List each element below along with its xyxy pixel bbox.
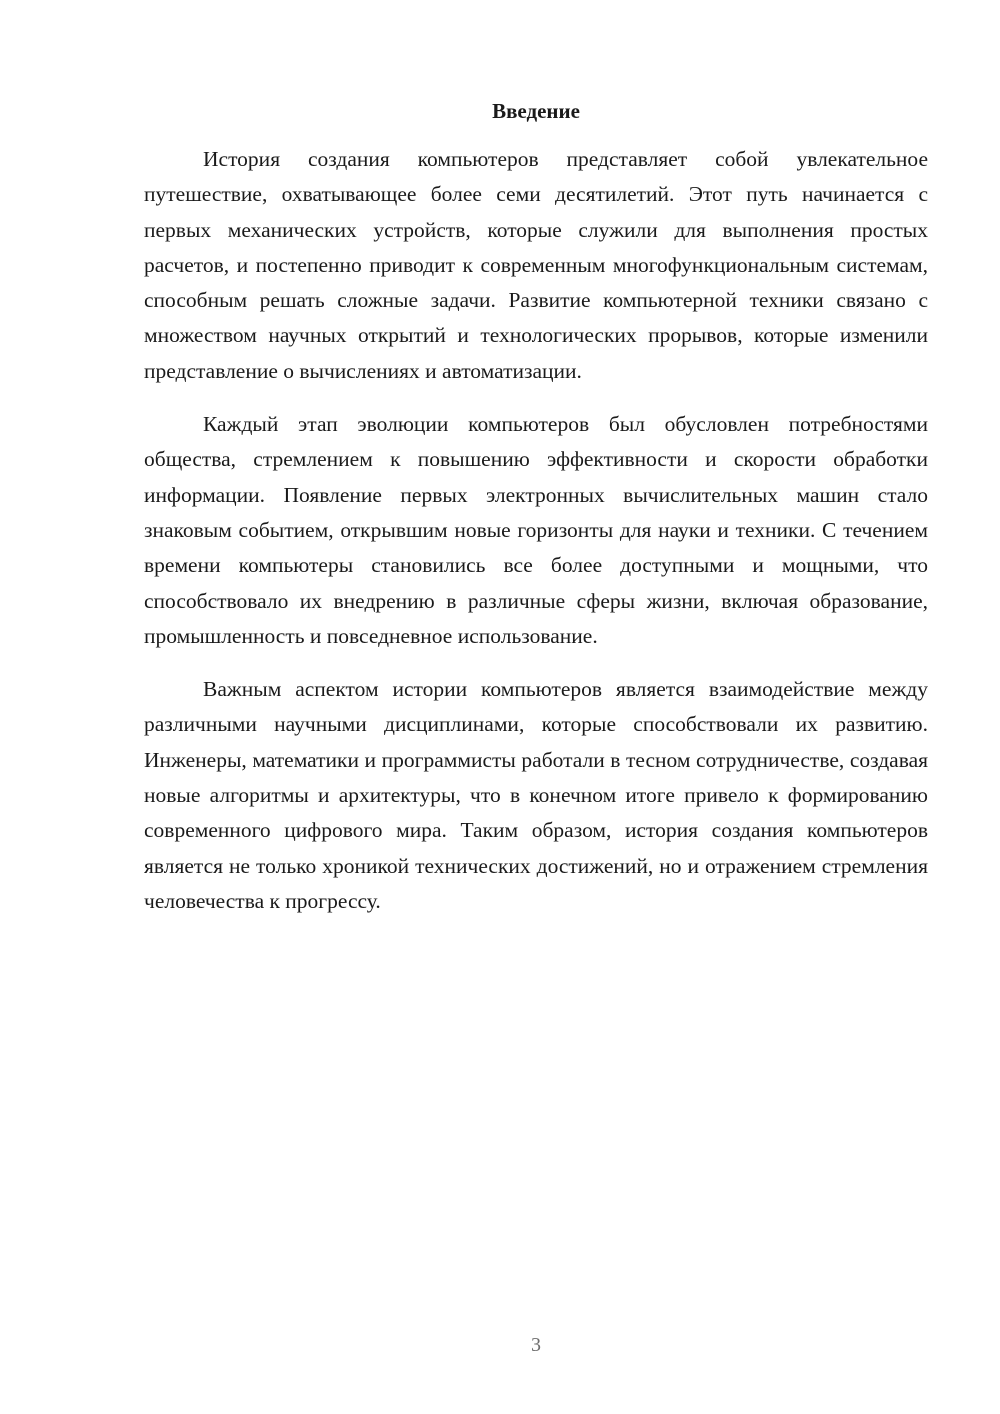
paragraph-2: Каждый этап эволюции компьютеров был обусловлен потребностями общества, стремлением к повышению эффективности и скорости обработки информации. Появление первых электронных вычислительных машин стало знаковым событием, открывшим новые горизонты для науки и техники. С течением времени компьютеры становились все более доступными и мощными, что способствовало их внедрению в различные сферы жизни, включая образование, промышленность и повседневное использование. [144, 412, 928, 648]
page-title: Введение [492, 99, 580, 123]
paragraph-1: История создания компьютеров представляет собой увлекательное путешествие, охватывающее более семи десятилетий. Этот путь начинается с первых механических устройств, которые служили для выполнения простых расчетов, и постепенно приводит к современным многофункциональным системам, способным решать сложные задачи. Развитие компьютерной техники связано с множеством научных открытий и технологических прорывов, которые изменили представление о вычислениях и автоматизации. [144, 147, 928, 383]
paragraph-3: Важным аспектом истории компьютеров является взаимодействие между различными научными дисциплинами, которые способствовали их развитию. Инженеры, математики и программисты работали в тесном сотрудничестве, создавая новые алгоритмы и архитектуры, что в конечном итоге привело к формированию современного цифрового мира. Таким образом, история создания компьютеров является не только хроникой технических достижений, но и отражением стремления человечества к прогрессу. [144, 677, 928, 913]
body-text [144, 142, 928, 937]
page-number: 3 [531, 1334, 541, 1356]
